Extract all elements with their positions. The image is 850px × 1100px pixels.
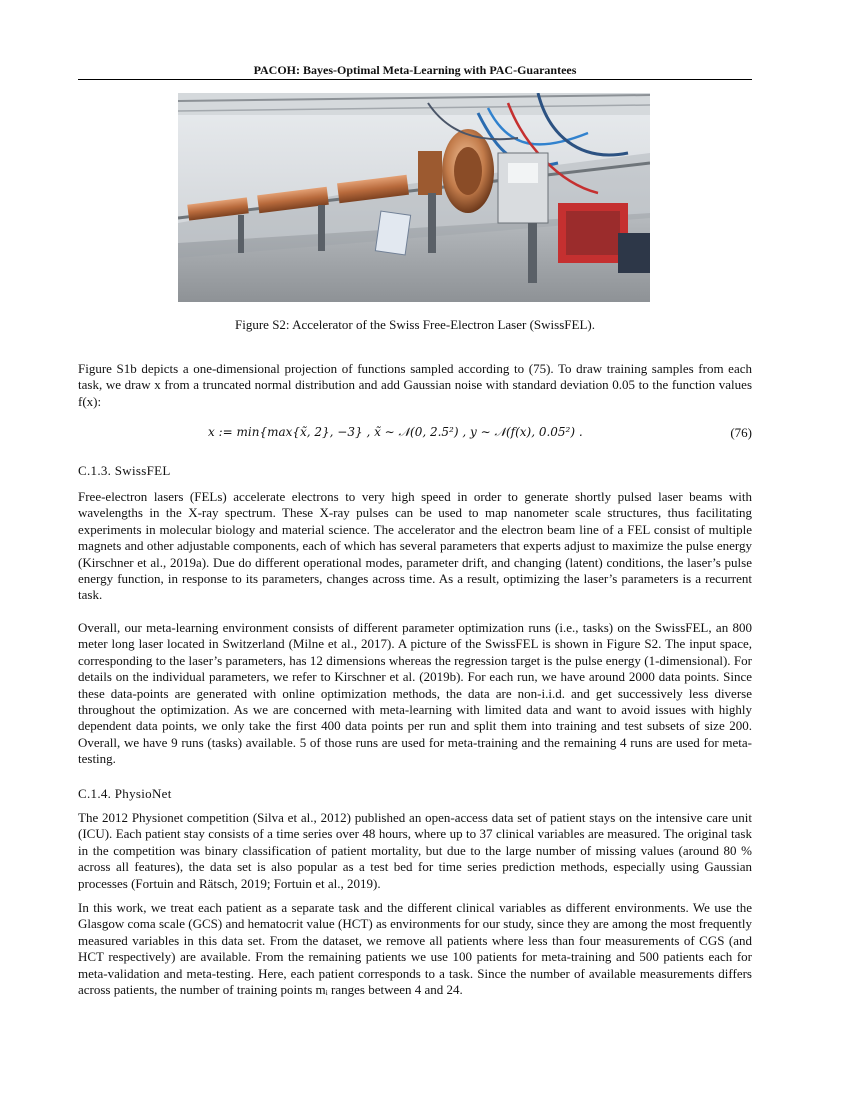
intro-paragraph: Figure S1b depicts a one-dimensional projection of functions sampled according to (75). To draw training samples from each task, we draw x from a truncated normal distribution and add Gaussian noise with standard deviation 0.05 to the function values f(x): <box>78 361 752 409</box>
accelerator-photo <box>178 93 650 302</box>
equation-number: (76) <box>730 425 752 440</box>
figure-caption: Figure S2: Accelerator of the Swiss Free-Electron Laser (SwissFEL). <box>235 317 595 332</box>
running-title: PACOH: Bayes-Optimal Meta-Learning with PAC-Guarantees <box>253 63 577 77</box>
section-heading-swissfel: C.1.3. SwissFEL <box>78 463 171 478</box>
section-heading-physionet: C.1.4. PhysioNet <box>78 786 172 801</box>
equation-formula: x := min{max{x̃, 2}, −3} , x̃ ∼ 𝒩(0, 2.5²) , y ∼ 𝒩(f(x), 0.05²) . <box>208 425 583 439</box>
physionet-paragraph-2: In this work, we treat each patient as a separate task and the different clinical variables as different environments. We use the Glasgow coma scale (GCS) and hematocrit value (HCT) as environments for our study, since they are among the most frequently measured variables in this data set. From the dataset, we remove all patients where less than four measurements of CGS (and HCT respectively) are available. From the remaining patients we use 100 patients for meta-training and 500 patients each for meta-validation and meta-testing. Here, each patient corresponds to a task. Since the number of available measurements differs across patients, the number of training points mᵢ ranges between 4 and 24. <box>78 900 752 998</box>
swissfel-paragraph-1: Free-electron lasers (FELs) accelerate electrons to very high speed in order to generate shortly pulsed laser beams with wavelengths in the X-ray spectrum. These X-ray pulses can be used to map nanometer scale structures, thus facilitating experiments in molecular biology and material science. The accelerator and the electron beam line of a FEL consist of multiple magnets and other adjustable components, each of which has several parameters that experts adjust to maximize the pulse energy (Kirschner et al., 2019a). Due do different operational modes, parameter drift, and changing (latent) conditions, the laser’s pulse energy function, in response to its parameters, changes across time. As a result, optimizing the laser’s parameters is a recurrent task. <box>78 489 752 603</box>
equation-76 <box>78 425 752 443</box>
header-rule <box>78 79 752 80</box>
physionet-paragraph-1: The 2012 Physionet competition (Silva et al., 2012) published an open-access data set of patient stays on the intensive care unit (ICU). Each patient stay consists of a time series over 48 hours, where up to 37 clinical variables are measured. The original task in the competition was binary classification of patient mortality, but due to the large number of missing values (around 80 % across all features), the data set is also popular as a test bed for time series prediction methods, especially using Gaussian processes (Fortuin and Rätsch, 2019; Fortuin et al., 2019). <box>78 810 752 891</box>
swissfel-paragraph-2: Overall, our meta-learning environment consists of different parameter optimization runs (i.e., tasks) on the SwissFEL, an 800 meter long laser located in Switzerland (Milne et al., 2017). A picture of the SwissFEL is shown in Figure S2. The input space, corresponding to the laser’s parameters, has 12 dimensions whereas the regression target is the pulse energy (1-dimensional). For details on the individual parameters, we refer to Kirschner et al. (2019b). For each run, we have around 2000 data points. Since these data-points are generated with online optimization methods, the data are non-i.i.d. and get successively less diverse throughout the optimization. As we are concerned with meta-learning with limited data and want to avoid issues with highly dependent data points, we only take the first 400 data points per run and split them into training and test subsets of size 200. Overall, we have 9 runs (tasks) available. 5 of those runs are used for meta-training and the remaining 4 runs are used for meta-testing. <box>78 620 752 767</box>
